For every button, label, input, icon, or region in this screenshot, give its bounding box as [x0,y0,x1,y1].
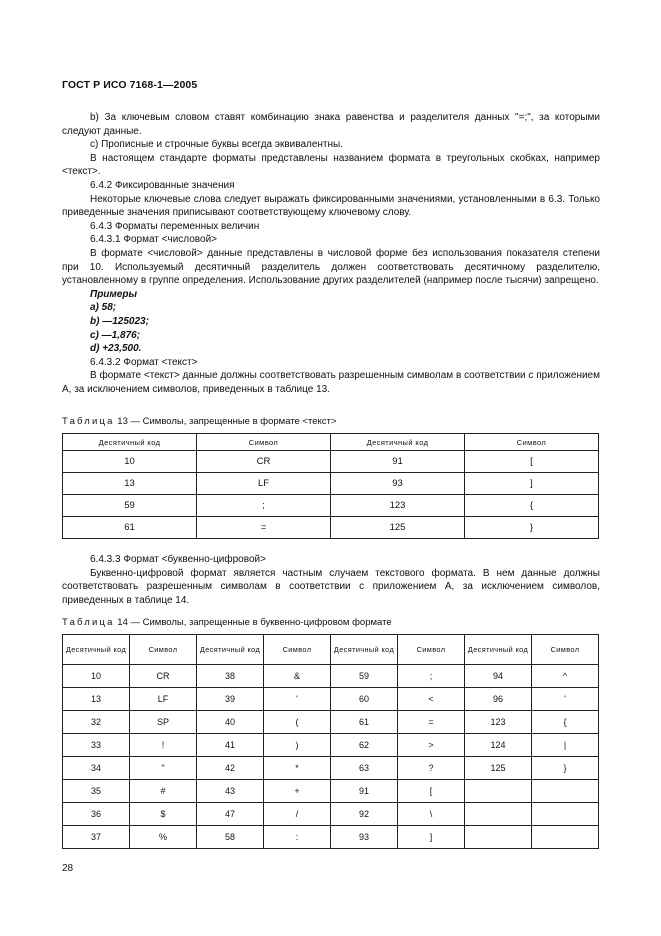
table-cell: 41 [197,734,264,757]
table-cell: 13 [63,688,130,711]
paragraph: Буквенно-цифровой формат является частным случаем текстового формата. В нем данные должны соответствовать разрешенным символам в соответствии с приложением А, за исключением символов, приведенных в таблице 14. [62,567,600,606]
table-cell: 40 [197,711,264,734]
body-text [62,111,600,396]
table-cell: + [264,780,331,803]
paragraph: b) За ключевым словом ставят комбинацию знака равенства и разделителя данных "=;", за которыми следуют данные. [62,112,600,137]
table-cell: 39 [197,688,264,711]
section-heading: 6.4.2 Фиксированные значения [90,179,235,191]
caption-text: 13 — Символы, запрещенные в формате <текст> [114,416,337,427]
paragraph: В настоящем стандарте форматы представлены названием формата в треугольных скобках, например <текст>. [62,152,600,178]
table-cell: 10 [63,665,130,688]
table-cell: 93 [331,473,465,495]
table-14 [62,634,599,849]
table-row [63,803,599,826]
table-cell: < [398,688,465,711]
table-cell [532,803,599,826]
table-cell: } [532,757,599,780]
table-cell: 32 [63,711,130,734]
paragraph: В формате <текст> данные должны соответствовать разрешенным символам в соответствии с приложением А, за исключением символов, приведенных в таблице 13. [62,370,600,395]
table-cell: ? [398,757,465,780]
table-cell: } [465,517,599,539]
table-cell: 123 [465,711,532,734]
table-cell: SP [130,711,197,734]
table-cell: ; [197,495,331,517]
table-cell: 91 [331,451,465,473]
section-heading: 6.4.3 Форматы переменных величин [90,220,260,232]
table-14-caption [62,617,392,628]
section-alphanumeric [62,553,600,607]
table-cell: 58 [197,826,264,849]
table-cell: # [130,780,197,803]
table-row [63,473,599,495]
table-cell: 96 [465,688,532,711]
table-cell: ] [465,473,599,495]
paragraph: В формате <числовой> данные представлены в числовой форме без использования показателя степени при 10. Используемый десятичный разделитель должен соответствовать десятичному разделителю, установленному в группе определения. Использование других разделителей (например после тысячи) запрещено. [62,247,600,287]
table-cell: 35 [63,780,130,803]
section-heading: 6.4.3.1 Формат <числовой> [90,234,217,246]
table-cell: LF [130,688,197,711]
table-cell: 34 [63,757,130,780]
table-row [63,688,599,711]
table-cell: | [532,734,599,757]
table-cell: ' [264,688,331,711]
table-row [63,665,599,688]
table-cell: * [264,757,331,780]
column-header: Десятичный код [331,434,465,451]
table-cell: 94 [465,665,532,688]
column-header: Символ [465,434,599,451]
table-cell: { [465,495,599,517]
table-13 [62,433,599,539]
table-row [63,734,599,757]
table-cell: 59 [331,665,398,688]
table-cell: 60 [331,688,398,711]
examples-title: Примеры [90,288,138,300]
table-cell: % [130,826,197,849]
table-13-caption [62,416,336,427]
column-header: Десятичный код [197,635,264,665]
table-cell: 91 [331,780,398,803]
table-cell [465,803,532,826]
table-row [63,757,599,780]
table-cell [532,826,599,849]
section-heading: 6.4.3.2 Формат <текст> [90,356,198,368]
caption-prefix: Таблица [62,617,115,628]
table-cell: " [130,757,197,780]
table-cell: 123 [331,495,465,517]
page-number: 28 [62,863,74,874]
example-item: b) —125023; [90,315,149,327]
table-cell: 42 [197,757,264,780]
paragraph: Некоторые ключевые слова следует выражать фиксированными значениями, установленными в 6.3. Только приведенные значения приписывают соответствующему ключевому слову. [62,193,600,219]
table-cell: & [264,665,331,688]
table-cell: 59 [63,495,197,517]
table-cell: CR [197,451,331,473]
column-header: Символ [197,434,331,451]
table-cell: 37 [63,826,130,849]
table-row [63,826,599,849]
table-cell: ( [264,711,331,734]
table-row [63,780,599,803]
table-cell: \ [398,803,465,826]
table-cell: 36 [63,803,130,826]
column-header: Символ [130,635,197,665]
table-cell [532,780,599,803]
table-cell: 61 [331,711,398,734]
table-cell: LF [197,473,331,495]
example-item: a) 58; [90,302,117,314]
table-cell: 61 [63,517,197,539]
table-cell: ; [398,665,465,688]
table-cell: = [197,517,331,539]
table-cell [465,826,532,849]
column-header: Десятичный код [331,635,398,665]
table-cell: 47 [197,803,264,826]
table-header-row [63,635,599,665]
table-cell: ) [264,734,331,757]
section-heading: 6.4.3.3 Формат <буквенно-цифровой> [90,554,266,565]
table-row [63,517,599,539]
table-cell: ' [532,688,599,711]
column-header: Символ [398,635,465,665]
paragraph: c) Прописные и строчные буквы всегда эквивалентны. [90,139,343,151]
table-cell: : [264,826,331,849]
table-row [63,495,599,517]
table-cell: ] [398,826,465,849]
table-cell: { [532,711,599,734]
table-cell: 124 [465,734,532,757]
caption-prefix: Таблица [62,416,115,427]
table-cell: [ [398,780,465,803]
table-header-row [63,434,599,451]
column-header: Десятичный код [63,635,130,665]
table-cell: CR [130,665,197,688]
table-cell: 93 [331,826,398,849]
column-header: Символ [264,635,331,665]
table-cell: = [398,711,465,734]
table-cell: 62 [331,734,398,757]
table-cell: [ [465,451,599,473]
table-cell: > [398,734,465,757]
column-header: Символ [532,635,599,665]
example-item: d) +23,500. [90,343,142,355]
caption-text: 14 — Символы, запрещенные в буквенно-цифровом формате [114,617,392,628]
table-cell: 43 [197,780,264,803]
table-cell [465,780,532,803]
column-header: Десятичный код [465,635,532,665]
table-cell: 92 [331,803,398,826]
table-cell: 125 [331,517,465,539]
table-cell: 125 [465,757,532,780]
table-cell: 10 [63,451,197,473]
table-cell: $ [130,803,197,826]
table-cell: / [264,803,331,826]
table-row [63,451,599,473]
table-cell: 13 [63,473,197,495]
table-cell: ! [130,734,197,757]
table-row [63,711,599,734]
table-cell: ^ [532,665,599,688]
column-header: Десятичный код [63,434,197,451]
document-header: ГОСТ Р ИСО 7168-1—2005 [62,79,198,91]
table-cell: 38 [197,665,264,688]
example-item: c) —1,876; [90,329,141,341]
table-cell: 63 [331,757,398,780]
table-cell: 33 [63,734,130,757]
